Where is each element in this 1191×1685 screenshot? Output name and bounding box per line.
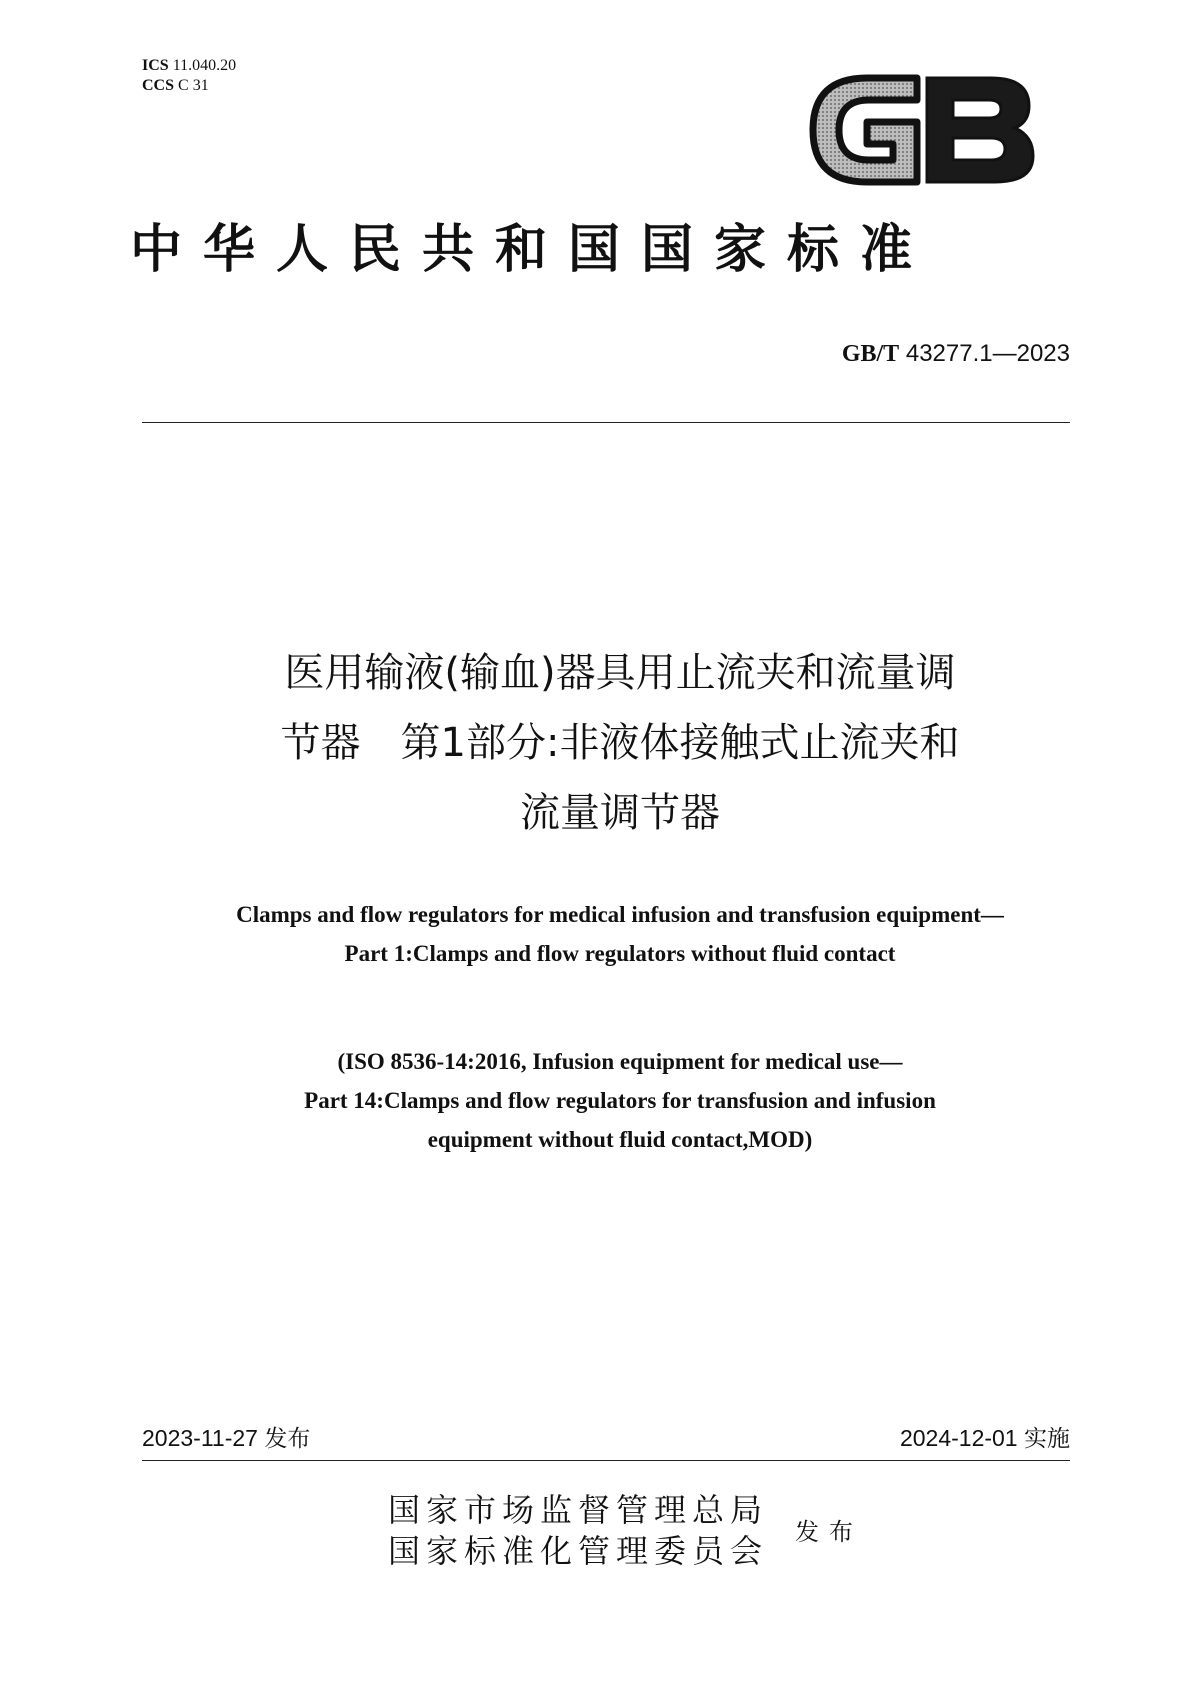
standard-category-title: 中华人民共和国国家标准 bbox=[130, 219, 934, 280]
chinese-title-line-3: 流量调节器 bbox=[520, 790, 720, 836]
standard-number-prefix: GB/T bbox=[841, 341, 900, 367]
ccs-value: C 31 bbox=[178, 77, 209, 94]
english-title bbox=[100, 895, 1140, 973]
chinese-title-line-2: 节器 第1部分:非液体接触式止流夹和 bbox=[280, 720, 960, 766]
issuer-samr: 国家市场监督管理总局 bbox=[388, 1491, 769, 1529]
issue-date: 2023-11-27 发布 bbox=[142, 1425, 311, 1451]
iso-reference-line-3: equipment without fluid contact,MOD) bbox=[427, 1127, 813, 1152]
iso-reference-line-2: Part 14:Clamps and flow regulators for transfusion and infusion bbox=[304, 1088, 936, 1113]
issuing-organizations bbox=[388, 1490, 768, 1572]
english-title-line-1: Clamps and flow regulators for medical infusion and transfusion equipment— bbox=[236, 902, 1004, 927]
ccs-label: CCS bbox=[142, 77, 175, 94]
ics-value: 11.040.20 bbox=[172, 57, 237, 74]
issuer-sac: 国家标准化管理委员会 bbox=[388, 1532, 769, 1570]
chinese-title-line-1: 医用输液(输血)器具用止流夹和流量调 bbox=[284, 650, 956, 696]
standard-number-value: 43277.1—2023 bbox=[905, 340, 1070, 367]
issue-action: 发布 bbox=[795, 1518, 863, 1546]
top-divider bbox=[142, 422, 1070, 423]
standard-number bbox=[842, 340, 1070, 368]
iso-reference-line-1: (ISO 8536-14:2016, Infusion equipment for medical use— bbox=[337, 1049, 903, 1074]
bottom-divider bbox=[142, 1460, 1070, 1461]
english-title-line-2: Part 1:Clamps and flow regulators without fluid contact bbox=[344, 941, 896, 966]
ccs-code bbox=[142, 76, 236, 96]
ics-code bbox=[142, 56, 236, 76]
chinese-title bbox=[130, 638, 1110, 848]
gb-logo-icon bbox=[805, 70, 1037, 190]
implementation-date: 2024-12-01 实施 bbox=[899, 1425, 1070, 1451]
ics-label: ICS bbox=[142, 57, 169, 74]
iso-reference bbox=[100, 1042, 1140, 1159]
classification-codes bbox=[142, 56, 236, 96]
